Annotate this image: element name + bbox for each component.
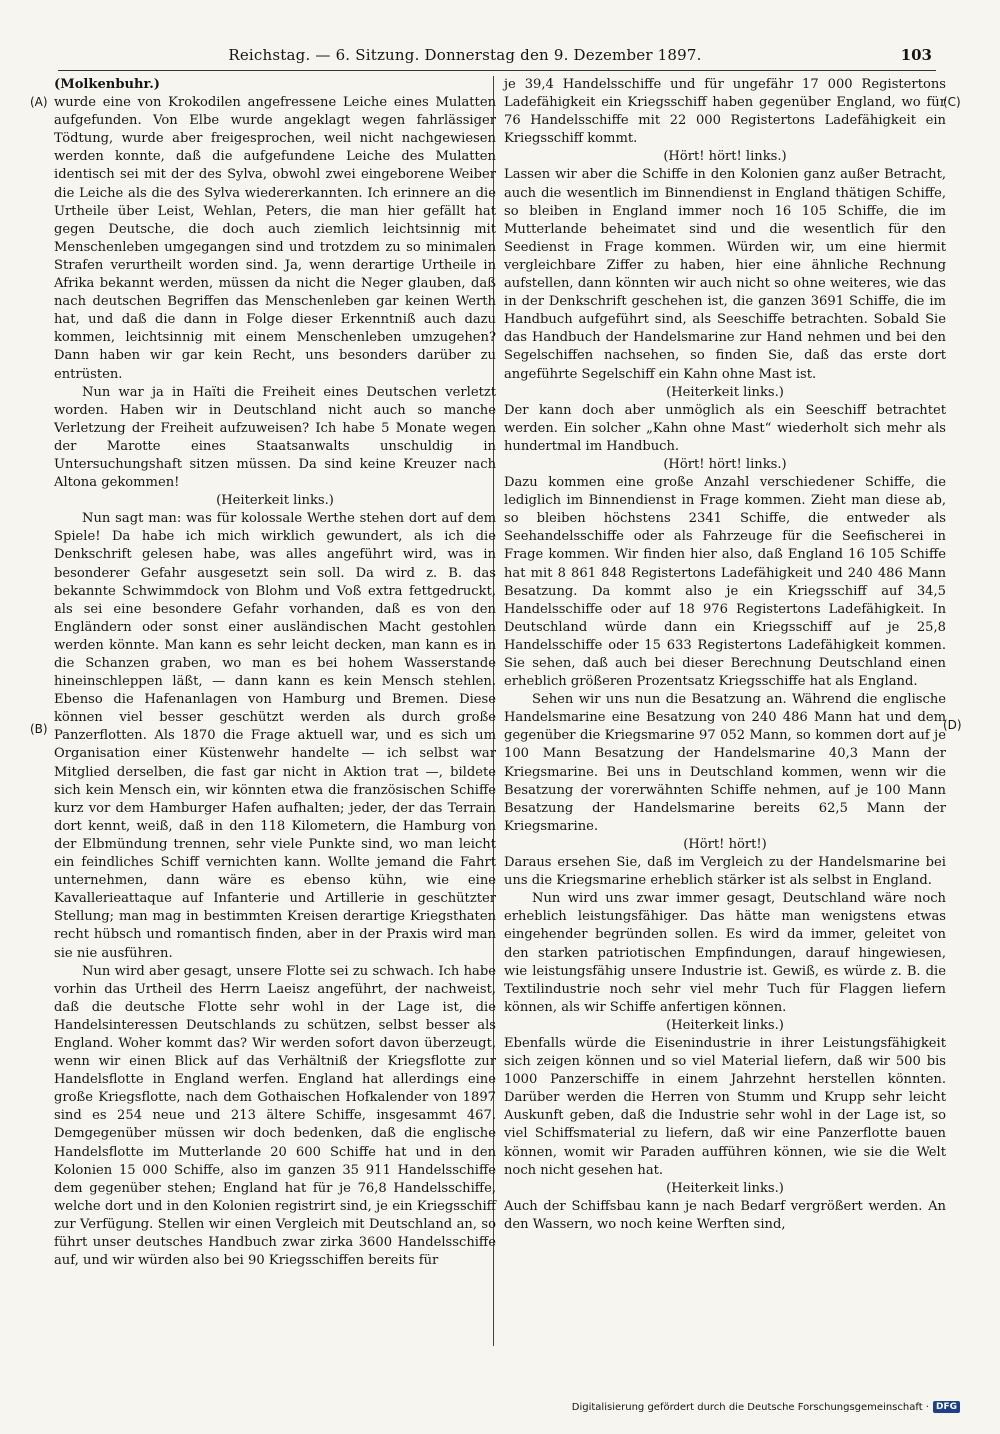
paragraph: Dazu kommen eine große Anzahl verschiedener Schiffe, die lediglich im Binnendienst in Frage kommen. Zieht man diese ab, so bleiben höchstens 2341 Schiffe, die entweder als Seehandelsschiffe oder als Fahrzeuge für die Seefischerei in Frage kommen. Wir finden hier also, daß England 16 105 Schiffe hat mit 8 861 848 Registertons Ladefähigkeit und 240 486 Mann Besatzung. Da kommt also je ein Kriegsschiff auf 34,5 Handelsschiffe oder auf 18 976 Registertons Ladefähigkeit. In Deutschland würde dann ein Kriegsschiff auf je 25,8 Handelsschiffe oder 15 633 Registertons Ladefähigkeit kommen. Sie sehen, daß auch bei dieser Berechnung Deutschland einen erheblich größeren Prozentsatz Kriegsschiffe hat als England. <box>504 475 946 690</box>
paragraph: Nun wird uns zwar immer gesagt, Deutschland wäre noch erheblich leistungsfähiger. Das hätte man wenigstens etwas eingehender begründen sollen. Es wird da immer, geleitet von den starken patriotischen Empfindungen, darauf hingewiesen, wie leistungsfähig unsere Industrie ist. Gewiß, es würde z. B. die Textilindustrie noch sehr viel mehr Tuch für Flaggen liefern können, als wir Schiffe anfertigen können. <box>504 891 946 1015</box>
right-column <box>504 76 946 1234</box>
running-title: Reichstag. — 6. Sitzung. Donnerstag den 9. Dezember 1897. <box>228 46 702 64</box>
header-rule <box>58 70 936 71</box>
paragraph: Nun sagt man: was für kolossale Werthe stehen dort auf dem Spiele! Da habe ich mich wirklich gewundert, als ich die Denkschrift gelesen habe, was alles angeführt wird, was in besonderer Gefahr ausgesetzt sein soll. Da wird z. B. das bekannte Schwimmdock von Blohm und Voß extra fettgedruckt, als sei eine besondere Gefahr vorhanden, daß es von den Engländern oder sonst einer ausländischen Macht gestohlen werden könnte. Man kann es sehr leicht decken, man kann es in die Schanzen graben, wo man es bei hohem Wasserstande hineinschleppen läßt, — dann kann es kein Mensch stehlen. Ebenso die Hafenanlagen von Hamburg und Bremen. Diese können viel besser geschützt werden als durch große Panzerflotten. Als 1870 die Frage aktuell war, und es sich um Organisation einer Küstenwehr handelte — ich selbst war Mitglied derselben, die fast gar nicht in Aktion trat —, bildete sich kein Mensch ein, wir könnten etwa die französischen Schiffe kurz vor dem Hamburger Hafen aufhalten; jeder, der das Terrain dort kennt, weiß, daß in den 118 Kilometern, die Hamburg von der Elbmündung trennen, sehr viele Punkte sind, wo man leicht ein feindliches Schiff vernichten kann. Wollte jemand die Fahrt unternehmen, dann wäre es ebenso kühn, wie eine Kavallerieattaque auf Infanterie und Artillerie in geschützter Stellung; man mag in bestimmten Kreisen derartige Kriegsthaten recht hübsch und romantisch finden, aber in der Praxis wird man sie nie ausführen. <box>54 511 496 961</box>
interjection: (Heiterkeit links.) <box>216 493 334 509</box>
paragraph: Sehen wir uns nun die Besatzung an. Während die englische Handelsmarine eine Besatzung von 240 486 Mann hat und dem gegenüber die Kriegsmarine 97 052 Mann, so kommen dort auf je 100 Mann Besatzung der Handelsmarine 40,3 Mann der Kriegsmarine. Bei uns in Deutschland kommen, wenn wir die Besatzung der vorerwähnten Schiffe nehmen, auf je 100 Mann Besatzung der Handelsmarine bereits 62,5 Mann der Kriegsmarine. <box>504 692 946 834</box>
margin-marker-d: (D) <box>943 718 962 732</box>
digitization-footer <box>572 1401 960 1413</box>
paragraph: Nun wird aber gesagt, unsere Flotte sei zu schwach. Ich habe vorhin das Urtheil des Herrn Laeisz angeführt, der nachweist, daß die deutsche Flotte sehr wohl in der Lage ist, die Handelsinteressen Deutschlands zu schützen, selbst besser als England. Woher kommt das? Wir werden sofort davon überzeugt, wenn wir einen Blick auf das Verhältniß der Kriegsflotte zur Handelsflotte in England werfen. England hat allerdings eine große Kriegsflotte, nach dem Gothaischen Hofkalender von 1897 sind es 254 neue und 213 ältere Schiffe, insgesammt 467. Demgegenüber müssen wir doch bedenken, daß die englische Handelsflotte im Mutterlande 20 600 Schiffe hat und in den Kolonien 15 000 Schiffe, also im ganzen 35 911 Handelsschiffe dem gegenüber stehen; England hat für je 76,8 Handelsschiffe, welche dort und in den Kolonien registrirt sind, je ein Kriegsschiff zur Verfügung. Stellen wir einen Vergleich mit Deutschland an, so führt unser deutsches Handbuch zwar zirka 3600 Handelsschiffe auf, und wir würden also bei 90 Kriegsschiffen bereits für <box>54 963 496 1269</box>
interjection: (Heiterkeit links.) <box>666 1180 784 1196</box>
paragraph: Nun war ja in Haïti die Freiheit eines Deutschen verletzt worden. Haben wir in Deutschland nicht auch so manche Verletzung der Freiheit aufzuweisen? Ich habe 5 Monate wegen der Marotte eines Staatsanwalts unschuldig in Untersuchungshaft sitzen müssen. Da sind keine Kreuzer nach Altona gekommen! <box>54 384 496 491</box>
paragraph: Der kann doch aber unmöglich als ein Seeschiff betrachtet werden. Ein solcher „Kahn ohne Mast“ wiederholt sich mehr als hundertmal im Handbuch. <box>504 402 946 454</box>
margin-marker-a: (A) <box>30 95 48 109</box>
paragraph: wurde eine von Krokodilen angefressene Leiche eines Mulatten aufgefunden. Von Elbe wurde angeklagt wegen fahrlässiger Tödtung, wurde aber freigesprochen, weil nicht nachgewiesen werden konnte, daß die aufgefundene Leiche des Mulatten identisch sei mit der des Sylva, obwohl zwei eingeborene Weiber die Leiche als die des Sylva wiedererkannten. Ich erinnere an die Urtheile über Leist, Wehlan, Peters, die man hier gefällt hat gegen Deutsche, die doch auch ziemlich leichtsinnig mit Menschenleben umgegangen sind und trotzdem zu so minimalen Strafen verurtheilt worden sind. Ja, wenn derartige Urtheile in Afrika bekannt werden, müssen da nicht die Neger glauben, daß nach deutschen Begriffen das Menschenleben gar keinen Werth hat, und daß die dann in Folge dieser Erkenntniß auch dazu kommen, leichtsinnig mit einem Menschenleben umzugehen? Dann haben wir gar kein Recht, uns besonders darüber zu entrüsten. <box>54 95 496 382</box>
margin-marker-b: (B) <box>30 722 48 736</box>
interjection: (Heiterkeit links.) <box>666 1017 784 1033</box>
interjection: (Hört! hört! links.) <box>663 149 787 165</box>
left-column <box>54 76 496 1270</box>
page-header <box>58 46 932 72</box>
footer-credit: Digitalisierung gefördert durch die Deutsche Forschungsgemeinschaft · <box>571 1401 929 1413</box>
dfg-logo: DFG <box>933 1401 960 1413</box>
paragraph: Auch der Schiffsbau kann je nach Bedarf vergrößert werden. An den Wassern, wo noch keine Werften sind, <box>504 1198 946 1232</box>
paragraph: Ebenfalls würde die Eisenindustrie in ihrer Leistungsfähigkeit sich zeigen können und so viel Material liefern, daß wir 500 bis 1000 Panzerschiffe in einem Jahrzehnt herstellen könnten. Darüber werden die Herren von Stumm und Krupp sehr leicht Auskunft geben, daß die Industrie sehr wohl in der Lage ist, so viel Schiffsmaterial zu liefern, daß wir eine Panzerflotte bauen können, womit wir Paraden aufführen können, wie sie die Welt noch nicht gesehen hat. <box>504 1035 946 1178</box>
interjection: (Hört! hört!) <box>683 836 767 852</box>
paragraph: je 39,4 Handelsschiffe und für ungefähr 17 000 Registertons Ladefähigkeit ein Kriegsschiff haben gegenüber England, wo für 76 Handelsschiffe mit 22 000 Registertons Ladefähigkeit ein Kriegsschiff kommt. <box>504 77 946 147</box>
paragraph: Lassen wir aber die Schiffe in den Kolonien ganz außer Betracht, auch die wesentlich im Binnendienst in England thätigen Schiffe, so bleiben in England immer noch 16 105 Schiffe, die im Mutterlande beheimatet sind und die wesentlich für den Seedienst in Frage kommen. Würden wir, um eine hiermit vergleichbare Ziffer zu haben, hier eine ähnliche Rechnung aufstellen, dann könnten wir auch nicht so ohne weiteres, wie das in der Denkschrift geschehen ist, die ganzen 3691 Schiffe, die im Handbuch aufgeführt sind, als Seeschiffe betrachten. Sobald Sie das Handbuch der Handelsmarine zur Hand nehmen und bei den Segelschiffen nachsehen, so finden Sie, daß das erste dort angeführte Segelschiff ein Kahn ohne Mast ist. <box>504 167 946 382</box>
page-number: 103 <box>900 46 932 64</box>
interjection: (Heiterkeit links.) <box>666 384 784 400</box>
interjection: (Hört! hört! links.) <box>663 456 787 472</box>
margin-marker-c: (C) <box>943 95 961 109</box>
paragraph: Daraus ersehen Sie, daß im Vergleich zu der Handelsmarine bei uns die Kriegsmarine erheblich stärker ist als selbst in England. <box>504 855 946 889</box>
speaker-label: (Molkenbuhr.) <box>54 77 160 92</box>
